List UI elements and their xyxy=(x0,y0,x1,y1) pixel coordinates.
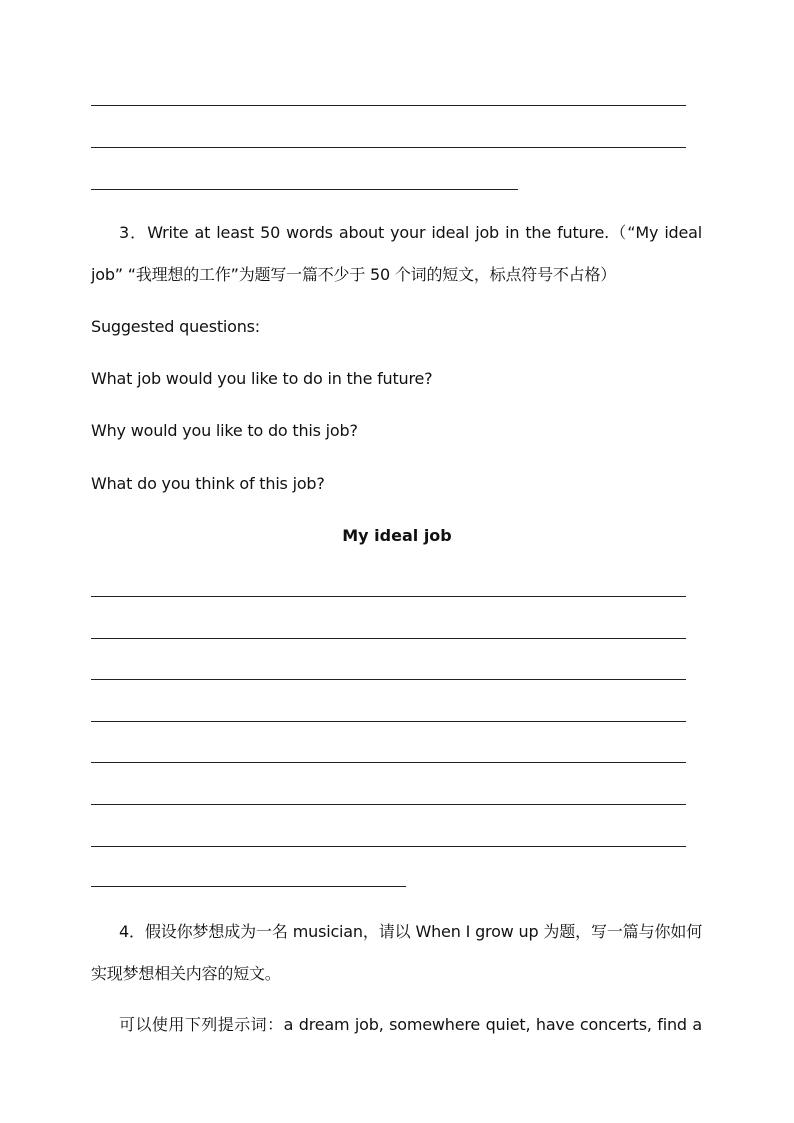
suggested-question: What job would you like to do in the future? xyxy=(91,369,433,388)
essay-title: My ideal job xyxy=(342,526,452,545)
answer-line xyxy=(91,804,686,805)
answer-line xyxy=(91,846,686,847)
answer-line-short xyxy=(91,189,518,190)
answer-line xyxy=(91,721,686,722)
q3-prompt-line1 xyxy=(119,223,702,243)
suggested-question: What do you think of this job? xyxy=(91,474,325,493)
q3-prompt-text: Write at least 50 words about your ideal job in the future.（“My ideal xyxy=(147,223,703,242)
answer-line xyxy=(91,679,686,680)
q4-hint-line: 可以使用下列提示词：a dream job, somewhere quiet, have concerts, find a xyxy=(119,1015,702,1034)
answer-line xyxy=(91,762,686,763)
q3-prompt-line2: job” “我理想的工作”为题写一篇不少于 50 个词的短文，标点符号不占格） xyxy=(91,265,617,284)
answer-line xyxy=(91,147,686,148)
answer-line xyxy=(91,105,686,106)
q3-number: 3． xyxy=(119,223,148,242)
answer-line xyxy=(91,638,686,639)
q4-prompt-line1 xyxy=(119,922,702,942)
answer-line-short xyxy=(91,886,406,887)
q4-number: 4． xyxy=(119,922,145,941)
q4-prompt-line2: 实现梦想相关内容的短文。 xyxy=(91,964,281,983)
answer-line xyxy=(91,596,686,597)
suggested-questions-label: Suggested questions: xyxy=(91,317,261,336)
suggested-question: Why would you like to do this job? xyxy=(91,421,358,440)
q4-prompt-text: 假设你梦想成为一名 musician，请以 When I grow up 为题，写一篇与你如何 xyxy=(144,922,703,941)
